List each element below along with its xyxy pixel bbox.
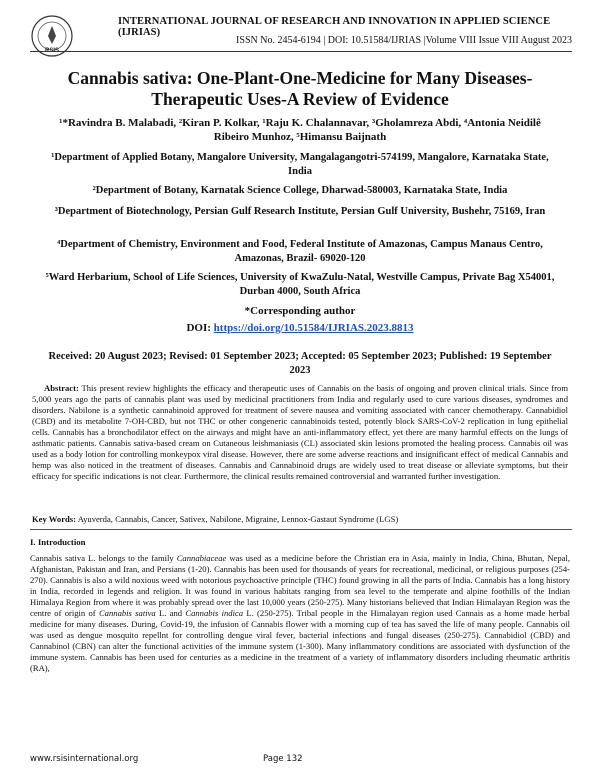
issn-line: ISSN No. 2454-6194 | DOI: 10.51584/IJRIAS |Volume VIII Issue VIII August 2023 xyxy=(236,35,572,46)
doi-label: DOI: xyxy=(186,322,214,334)
affiliation-2: ²Department of Botany, Karnatak Science College, Dharwad-580003, Karnataka State, India xyxy=(92,185,508,196)
section-divider xyxy=(30,529,572,530)
intro-species-2: Cannabis indica xyxy=(185,608,244,619)
keywords-text: Ayuverda, Cannabis, Cancer, Sativex, Nabilone, Migraine, Lennox-Gastaut Syndrome (LGS) xyxy=(76,514,399,524)
doi-line xyxy=(40,322,560,334)
logo-text: RSIS xyxy=(44,48,60,54)
affiliation-5: ⁵Ward Herbarium, School of Life Sciences, University of KwaZulu-Natal, Westville Campus, Private Bag X54001, Durban 4000, South Africa xyxy=(45,272,555,297)
introduction-paragraph xyxy=(30,553,570,675)
paper-title: Cannabis sativa: One-Plant-One-Medicine for Many Diseases-Therapeutic Uses-A Review of Evidence xyxy=(67,68,533,109)
footer-page-number: Page 132 xyxy=(263,754,303,764)
corresponding-author: *Corresponding author xyxy=(244,305,356,317)
intro-text-4: L. (250-275). Tribal people in the Himalayan region used Cannais as a home made herbal medicine for many diseases. During, Covid-19, the infusion of Cannabis flower with a morning cup of tea has saved the life of many people. Cannabis oil was used as dengue mosquito repellnt for controlling dengue viral fever, bacterial infections and fungal diseases (250-275). Cannabidiol (CBD) and Cannabinol (CBN) can alter the functional activities of the immune system (1-300). Many inflammatory conditions are associated with dysfunction of the immune system. Cannabis has been used for centuries as a medicine in the treatment of a variety of inflammatory disorders including rheumatic arthritis (RA), xyxy=(30,608,571,674)
affiliation-3: ³Department of Biotechnology, Persian Gulf Research Institute, Persian Gulf University, Bushehr, 75169, Iran xyxy=(54,206,546,217)
keywords xyxy=(32,514,568,525)
keywords-label: Key Words: xyxy=(32,514,77,524)
author-list: ¹*Ravindra B. Malabadi, ²Kiran P. Kolkar, ¹Raju K. Chalannavar, ³Gholamreza Abdi, ⁴Antonia Neidilê Ribeiro Munhoz, ⁵Himansu Baijnath xyxy=(59,117,541,143)
header-divider xyxy=(30,51,572,52)
publication-dates: Received: 20 August 2023; Revised: 01 September 2023; Accepted: 05 September 2023; Published: 19 September 2023 xyxy=(48,351,552,376)
intro-text-3: L. and xyxy=(155,608,186,619)
footer-website[interactable]: www.rsisinternational.org xyxy=(30,754,139,764)
doi-link[interactable]: https://doi.org/10.51584/IJRIAS.2023.8813 xyxy=(213,322,414,334)
abstract xyxy=(32,383,568,482)
affiliation-4: ⁴Department of Chemistry, Environment and Food, Federal Institute of Amazonas, Campus Manaus Centro, Amazonas, Brazil- 69020-120 xyxy=(57,239,543,264)
intro-species-1: Cannabis sativa xyxy=(98,608,156,619)
intro-text-1: Cannabis sativa L. belongs to the family xyxy=(30,553,177,563)
intro-family: Cannabiaceae xyxy=(176,553,227,563)
abstract-label: Abstract: xyxy=(44,383,79,393)
journal-name: INTERNATIONAL JOURNAL OF RESEARCH AND INNOVATION IN APPLIED SCIENCE (IJRIAS) xyxy=(118,16,551,38)
section-heading: I. Introduction xyxy=(30,537,86,547)
intro-text-2: was used as a medicine before the Christian era in Asia, mainly in India, China, Bhutan, Nepal, Afghanistan, Pakistan and Iran, and Persians (1-20). Cannabis has been used for thousands of years for recreational, medicinal, or religious purposes (254-270). Cannabis is also a wild noxious weed with notorious psychoactive principle (THC) found growing in all the parts of India. Cannabis has a long history in India, recorded in legends and religion. It was found in various habitats ranging from sea level to the temperate and alpine foothills of the Indian Himalaya Region from where it was probably spread over the last 10,000 years (250-275). Many historians believed that Indian Himalayan Region was the centre of origin of xyxy=(30,553,570,619)
abstract-text: This present review highlights the efficacy and therapeutic uses of Cannabis on the basis of ongoing and proven clinical trials. Since from 5,000 years ago the parts of cannabis plant was used by medicinal practitioners from India and regularly used to cure various diseases, syndromes and disorders. Nabilone is a synthetic cannabinoid approved for treatment of severe nausea and vomiting associated with cancer chemotherapy. Cannabidiol (CBD) and its metabolite 7-OH-CBD, but not THC or other congeneric cannabinoids tested, potently block SARS-CoV-2 replication in lung epithelial cells. Cannabis has a bronchodilator effect on the airways and might have an anti-inflammatory effect, yet there are many harmful effects on the lungs of asthmatic patients. Cannabis sativa-based cream on Cutaneous leishmaniasis (CL) associated skin lesions promoted the healing process. Cannabis oil was used as a body lotion for controlling monkeypox viral disease. However, there are some adverse reactions and insignificant effect of medical Cannabis and hemp was also noticed in the treatment of diseases. Cannabis and Cannabinoid drugs are widely used to treat disease or alleviate symptoms, but their efficacy for specific indications is not clear. Furthermore, the clinical results remained controversial and warranted further investigation. xyxy=(32,383,568,482)
affiliation-1: ¹Department of Applied Botany, Mangalore University, Mangalagangotri-574199, Mangalore, Karnataka State, India xyxy=(51,152,549,177)
